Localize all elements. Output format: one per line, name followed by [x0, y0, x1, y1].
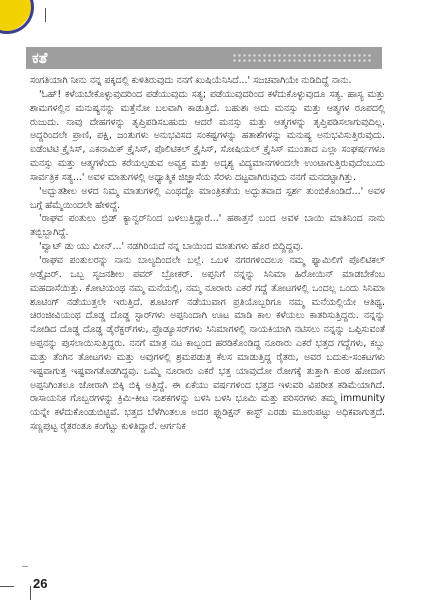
header-dot-pattern — [232, 53, 372, 63]
paragraph: 'ಅದ್ಭುತಶೀಲ ಅಳದ ನಿಮ್ಮ ಮಾತುಗಳಲ್ಲಿ ಎಂಥದ್ದೊ ಮಾಂತ್ರಿಕತೆಯ ಅದ್ಭುತವಾದ ಸ್ಪರ್ಶ ತುಂಬಿಕೊಂಡಿದೆ...' ಅವಳ ಬಗ್ಗೆ ಹೆಮ್ಮೆಯಿಂದಲೇ ಹೇಳಿದ್ದೆ. — [30, 185, 385, 211]
paragraph: 'ರಾಘವ ಪಂತುಲರನ್ನು ನಾನು ಬಾಲ್ಯದಿಂದಲೇ ಬಲ್ಲೆ. ಒಬಳ ನಗರಗಳಿಂದಲೂ ನಮ್ಮ ಫ್ಯಾಮಿಲಿಗೆ ಪೊಲಿಟಿಕಲ್ ಅಡ್ಸೈಜರ್. ಒಬ್ಬ ಸೃಜನಶೀಲ ಪವರ್ ಬ್ರೋಕರ್. ಅಪ್ಪನಿಗೆ ನನ್ನನ್ನು ಸಿನಿಮಾ ಹಿರೋಯಿನ್ ಮಾಡಬೇಕೆಂಬ ಮಹದಾಸೆಯಿತ್ತು. ಕೋಟಿಯಂಥ ನಮ್ಮ ಮನೆಯಲ್ಲಿ, ನಮ್ಮ ನೂರಾರು ಎಕರೆ ಗದ್ದೆ ತೋಟಗಳಲ್ಲಿ ಒಂದಲ್ಲ ಒಂದು ಸಿನಿಮಾ ಶೂಟಿಂಗ್ ನಡೆಯುತ್ತಲೇ ಇರುತ್ತಿದೆ. ಶೂಟಿಂಗ್ ನಡೆಯುವಾಗ ಪ್ರತಿಯೊಬ್ಬರಿಗೂ ನಮ್ಮ ಮನೆಯಲ್ಲಿಯೇ ಆತಿಥ್ಯ. ಚಿರಂಜೀವಿಯಂಥ ದೊಡ್ಡ ದೊಡ್ಡ ಸ್ಟಾರ್‌ಗಳು ಅಪ್ಪನಿಂದಾಗಿ ಊಟ ಮಾಡಿ ಕಾಲ ಕಳೆಯಲು ಕಾತರಿಸುತ್ತಿದ್ದರು. ನನ್ನನ್ನು ನೋಡಿದ ದೊಡ್ಡ ದೊಡ್ಡ ಡೈರೆಕ್ಟರ್‌ಗಳು, ಪ್ರೊಡ್ಯೂಸರ್‌ಗಳು ಸಿನಿಮಾಗಳಲ್ಲಿ ನಾಯಕಿಯಾಗಿ ನಟಿಸಲು ನನ್ನನ್ನು ಒಪ್ಪಿಸುವಂತೆ ಅಪ್ಪನನ್ನು ಪುಸಲಾಯಿಸುತ್ತಿದ್ದರು. ನನಗೆ ಮಾತ್ರ ನಟ ಕಾಬ್ಬಂದ ಹರಡಿಕೊಂಡಿದ್ದ ನೂರಾರು ಎಕರೆ ಭತ್ತದ ಗದ್ದೆಗಳು, ಕಬ್ಬು ಮತ್ತು ತೆಂಗಿನ ತೋಟಗಳು ಮತ್ತು ಅವುಗಳಲ್ಲಿ ಶ್ರಮಪಡುತ್ತ ಕೆಲಸ ಮಾಡುತ್ತಿದ್ದ ರೈತರು, ಅವರ ಬದುಕು-ಸಂಕಟಗಳು ಇಷ್ಟವಾಗುತ್ತ ಇಷ್ಟವಾಗತೊಡಗಿದ್ದವು. ಒಮ್ಮೆ ನೂರಾರು ಎಕರೆ ಭತ್ತ ಯಾವುದೋ ರೋಗಕ್ಕೆ ತುತ್ತಾಗಿ ಕುಂಠ ಹೋದಾಗ ಅಪ್ಪನಿಗಿಂತಲೂ ಜೋರಾಗಿ ಬಿಕ್ಕಿ ಬಿಕ್ಕಿ ಅತ್ತಿದ್ದೆ. ಈ ಏಕೆಯು ವರ್ಷಗಳಿಂದ ಭತ್ತದ ಇಳುವರಿ ವಿಪರೀತ ಕಡಿಮೆಯಾಗಿದೆ. ರಾಸಾಯನಿಕ ಗೊಬ್ಬರಗಳನ್ನು ಕ್ರಿಮಿ-ಕೀಟ ನಾಶಕಗಳನ್ನು ಬಳಸಿ ಬಳಸಿ ಭೂಮಿ ಮತ್ತು ಪರಿಸರಗಳು ತಮ್ಮ immunity ಯನ್ನೇ ಕಳೆದುಕೊಂಡುಬಿಟ್ಟಿವೆ. ಭತ್ತದ ಬೆಳೆಗಿಂತಲೂ ಅದರ ಫ್ಲುಡಿಕ್ಷನ್ ಕಾಸ್ಟ್ ಎರಡು ಮೂರುಪಟ್ಟು ಅಧಿಕವಾಗುತ್ತದೆ. ಸಣ್ಣಪುಟ್ಟ ರೈತರಂತೂ ಕಂಗೆಟ್ಟು ಕುಳಿತಿದ್ದಾರೆ. ಆರ್ಗನಿಕ — [30, 254, 385, 433]
story-body — [30, 74, 385, 554]
paragraph: ಸಂಗತಿಯಾಗಿ ನೀನು ನನ್ನ ಪಕ್ಕದಲ್ಲಿ ಕುಳಿತಿರುವುದು ನನಗೆ ಖುಷಿಯೆನಿಸಿದೆ...' ಸಜಚವಾಗಿಯೇ ನುಡಿದಿದ್ದೆ ನಾನು. — [30, 75, 352, 86]
paragraph: 'ವ್ವಾಟ್ ಡು ಯು ಮೀನ್...' ನಡಗಿರಿಯದೆ ನನ್ನ ಬಾಯಿಂದ ಮಾತುಗಳು ಹೊರ ಬಿದ್ದಿದ್ದವು. — [39, 241, 304, 253]
page-number: 26 — [33, 576, 48, 591]
footer-rule — [22, 566, 28, 567]
section-header-accent — [22, 47, 26, 69]
paragraph: 'ಓಹ್! ಕಳೆಯಬೇಕೊಳ್ಳುವುದರಿಂದ ಪಡೆಯುವುದು ಸತ್ಯ; ಪಡೆಯುವುದರಿಂದ ಕಳೆದುಕೊಳ್ಳುವುದೂ ಸತ್ಯ. ಹಾಸ್ಯ ಮತ್ತು ಶಾಮಗಳಲ್ಲಿನ ಮನುಷ್ಯನನ್ನು ಮತ್ತೆನೋ ಬಲವಾಗಿ ಕಾಡುತ್ತಿದೆ. ಬಹುಶಃ ಅದು ಮನಸ್ಸು ಮತ್ತು ಆತ್ಮಗಳ ರೂಪದಲ್ಲಿ ರುಜುದು. ನಾವು ದೇಹಗಳನ್ನು ತೃಪ್ತಿಪಡಿಸಬಹುದು ಆದರೆ ಮನಸ್ಸು ಮತ್ತು ಆತ್ಮಗಳನ್ನು ತೃಪ್ತಿಪಡಿಸಲಾಗುವುದಿಲ್ಲ. ಅದ್ದರಿಂದಲೇ ಪ್ರಾಣಿ, ಪಕ್ಷಿ, ಜಂತುಗಳು ಅನುಭವಿಸದ ಸಂಕಷ್ಟಗಳನ್ನು ಹತಾಶೆಗಳನ್ನು ಮನುಷ್ಯ ಅನುಭವಿಸುತ್ತಿರುವುದು. ಐಡೆಂಟಿಟಿ ಕ್ರೈಸಿಸ್, ಎಕನಾಮಿಕ್ ಕ್ರೈಸಿಸ್, ಪೊಲಿಟಿಕಲ್ ಕ್ರೈಸಿಸ್, ಸೋಷಿಯಲ್ ಕ್ರೈಸಿಸ್ ಮುಂತಾದ ಎಲ್ಲಾ ಸಂಘರ್ಷಗಳೂ ಮನಸ್ಸು ಮತ್ತು ಆತ್ಮಗಳೆಂದು ಕರೆಯಲ್ಪಡುವ ಅವ್ಯಕ್ತ ಮತ್ತು ಅದೃಶ್ಯ ವಿದ್ಯಮಾನಗಳಿಂದಲೇ ಉಂಟಾಗುತ್ತಿರುವುದೆಂಬುದು ಸಾರ್ವತ್ರಿಕ ಸತ್ಯ...' ಅವಳ ಮಾತುಗಳಲ್ಲಿ ಅಧ್ಯಾತ್ಮಿಕ ಜಿಜ್ಞಾಸೆಯ ಸೆರಳು ದಟ್ಟವಾಗಿರುವುದು ನನಗೆ ಮನದಟ್ಟಾಗಿತ್ತು. — [30, 88, 385, 183]
crop-mark-bottom — [30, 586, 31, 600]
crop-mark-top — [45, 8, 46, 22]
section-label: ಕತೆ — [32, 49, 48, 67]
paragraph: 'ರಾಘವ ಪಂತುಲು ಬ್ರಿಡ್ ಕ್ಯಾನ್ವರ್‌ನಿಂದ ಬಳಲುತ್ತಿದ್ದಾರೆ...' ಹಠಾತ್ತನೆ ಬಂದ ಅವಳ ಬಾಯಿ ಮಾತಿನಿಂದ ನಾನು ತಬ್ಬಿಬ್ಬಾಗಿದ್ದೆ. — [30, 213, 385, 239]
corner-navy-arc — [0, 0, 34, 34]
crop-mark-bottom-left — [0, 586, 14, 587]
